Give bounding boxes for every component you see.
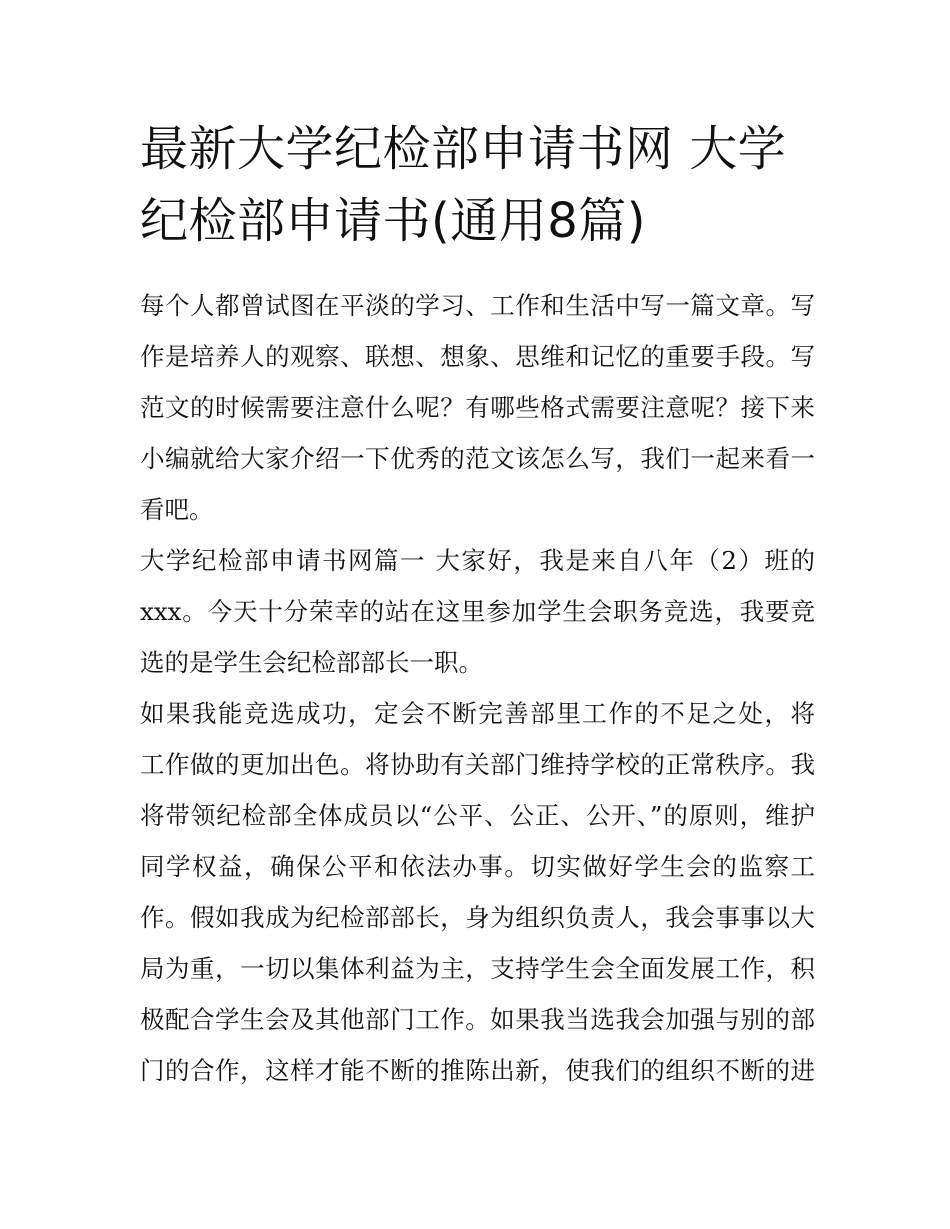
paragraph-article-one: [140, 535, 815, 688]
document-body: [140, 280, 815, 1096]
text-line: 每个人都曾试图在平淡的学习、工作和生活中写一篇文章。写: [140, 291, 815, 320]
text-line: 将带领纪检部全体成员以“公平、公正、公开、”的原则，维护: [140, 801, 815, 830]
text-line: 大学纪检部申请书网篇一 大家好，我是来自八年（2）班的: [140, 546, 815, 575]
document-title: [140, 113, 820, 257]
paragraph-intro: [140, 280, 815, 535]
text-line: 范文的时候需要注意什么呢？有哪些格式需要注意呢？接下来: [140, 393, 815, 422]
text-line: 小编就给大家介绍一下优秀的范文该怎么写，我们一起来看一: [140, 444, 815, 473]
paragraph-commitment: [140, 688, 815, 1096]
text-line: 极配合学生会及其他部门工作。如果我当选我会加强与别的部: [140, 1005, 815, 1034]
text-line: 作。假如我成为纪检部部长，身为组织负责人，我会事事以大: [140, 903, 815, 932]
text-line: 选的是学生会纪检部部长一职。: [140, 648, 483, 677]
text-line: 如果我能竞选成功，定会不断完善部里工作的不足之处，将: [140, 699, 815, 728]
text-line: xxx。今天十分荣幸的站在这里参加学生会职务竞选，我要竞: [140, 597, 815, 626]
text-line: 工作做的更加出色。将协助有关部门维持学校的正常秩序。我: [140, 750, 815, 779]
text-line: 看吧。: [140, 495, 214, 524]
title-line-1: 最新大学纪检部申请书网 大学: [140, 121, 787, 177]
text-line: 局为重，一切以集体利益为主，支持学生会全面发展工作，积: [140, 954, 815, 983]
text-line: 作是培养人的观察、联想、想象、思维和记忆的重要手段。写: [140, 342, 815, 371]
text-line: 门的合作，这样才能不断的推陈出新，使我们的组织不断的进: [140, 1056, 815, 1085]
text-line: 同学权益，确保公平和依法办事。切实做好学生会的监察工: [140, 852, 815, 881]
title-line-2: 纪检部申请书(通用8篇): [140, 193, 646, 249]
